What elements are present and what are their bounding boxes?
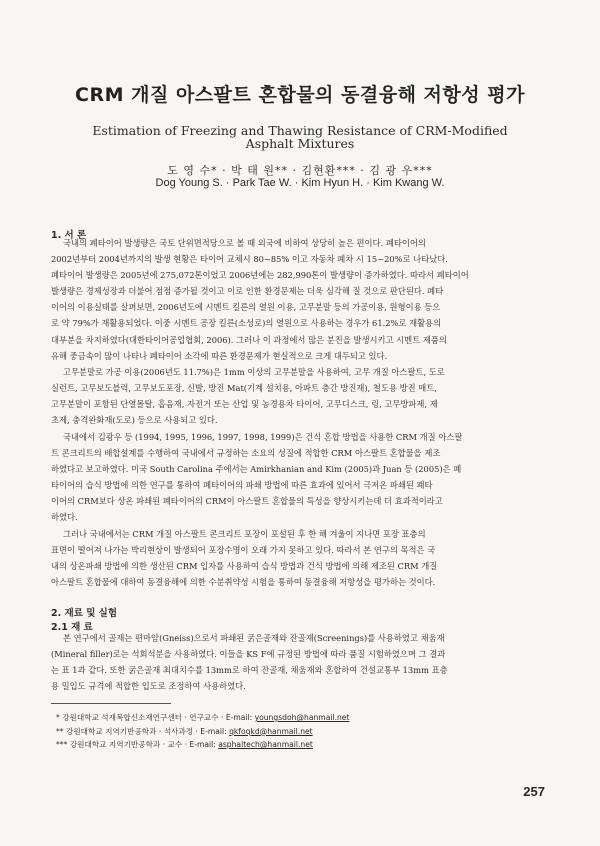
footnote-email-link[interactable]: asphaltech@hanmail.net — [218, 740, 313, 749]
text-line: 는 표 1과 같다. 또한 굵은골재 최대치수를 13mm로 하여 잔골재, 채움재와 혼합하여 건설교통부 13mm 표층 — [51, 665, 448, 676]
footnote-item — [56, 725, 516, 739]
text-line: 폐타이어 발생량은 2005년에 275,072톤이었고 2006년에는 282,990톤이 발생량이 증가하였다. 따라서 폐타이어 — [51, 270, 469, 281]
title-en-line: Estimation of Freezing and Thawing Resistance of CRM-Modified — [92, 123, 508, 138]
text-line: 하였다고 보고하였다. 미국 South Carolina 주에서는 Amirkhanian and Kim (2005)과 Juan 등 (2005)은 폐 — [51, 464, 462, 475]
section-heading-introduction: 1. 서 론 — [51, 230, 87, 241]
text-line: 2002년부터 2004년까지의 발생 현황은 타이어 교체시 80~85% 이고 자동차 폐차 시 15~20%로 나타났다. — [51, 254, 448, 265]
text-line: 이어의 CRM보다 상온 파쇄된 폐타이어의 CRM이 아스팔트 혼합물의 특성을 향상시키는데 더 효과적이라고 — [51, 496, 443, 507]
footnote-text: 강원대학교 지역기반공학과 · 교수 · E-mail: — [69, 740, 219, 749]
text-line: 국내에서 김광우 등 (1994, 1995, 1996, 1997, 1998, 1999)은 건식 혼합 방법을 사용한 CRM 개질 아스팔 — [63, 432, 463, 442]
text-line: 본 연구에서 골재는 편마암(Gneiss)으로서 파쇄된 굵은골재와 잔골재(Screenings)를 사용하였고 채움재 — [63, 633, 445, 643]
footnote-item — [56, 738, 516, 752]
text-line: 유해 중금속이 많이 나타나 폐타이어 소각에 따른 환경문제가 현실적으로 크게 대두되고 있다. — [51, 350, 388, 361]
text-line: 그러나 국내에서는 CRM 개질 아스팔트 콘크리트 포장이 포설된 후 한 해 겨울이 지나면 포장 표층의 — [63, 529, 426, 539]
footnote-email-link[interactable]: qkfoqkd@hanmail.net — [229, 726, 313, 736]
text-line: 발생량은 경제성장과 더불어 점점 증가될 것이고 이로 인한 환경문제는 더욱 심각해 질 것으로 판단된다. 폐타 — [51, 286, 444, 297]
text-line: 로 약 79%가 재활용되었다. 이중 시멘트 공장 킬른(소성로)의 열원으로 사용하는 경우가 61.2%로 재활용의 — [51, 318, 442, 329]
authors-korean: 도 영 수* · 박 태 원** · 김현환*** · 김 광 우*** — [167, 164, 433, 177]
text-line: 하였다. — [51, 512, 78, 523]
footnote-mark: * — [56, 713, 60, 722]
text-line: 용 밀입도 규격에 적합한 입도로 조정하여 사용하였다. — [51, 681, 246, 692]
intro-paragraph-4 — [51, 526, 551, 590]
intro-paragraph-3 — [51, 429, 551, 526]
footnote-divider — [51, 703, 171, 704]
subsection-heading-materials: 2.1 재 료 — [51, 622, 93, 633]
text-line: 고무분말이 포함된 단열몰탈, 흡음재, 자전거 또는 산업 및 농경용차 타이어, 고무디스크, 링, 고무방파제, 제 — [51, 399, 438, 410]
text-line: 표면이 떨어져 나가는 박리현상이 발생되어 포장수명이 오래 가지 못하고 있다. 따라서 본 연구의 목적은 국 — [51, 545, 436, 556]
footnote-item — [56, 711, 516, 725]
footnote-mark: ** — [56, 726, 64, 736]
text-line: 초제, 충격완화재(도로) 등으로 사용되고 있다. — [51, 415, 218, 426]
intro-paragraph-2 — [51, 364, 551, 428]
text-line: 아스팔트 혼합물에 대하여 동결융해에 의한 수분취약성 시험을 통하여 동결융해 저항성을 평가하는 것이다. — [51, 577, 436, 588]
text-line: 트 콘크리트의 배합설계를 수행하여 국내에서 규정하는 소요의 성질에 적합한 CRM 아스팔트 혼합물을 제조 — [51, 448, 441, 459]
title-en-line: Asphalt Mixtures — [245, 136, 355, 151]
text-line: 국내의 폐타이어 발생량은 국토 단위면적당으로 볼 때 외국에 비하여 상당히 높은 편이다. 폐타이어의 — [63, 238, 426, 248]
footnote-text: 강원대학교 지역기반공학과 · 석사과정 · E-mail: — [66, 726, 230, 736]
paper-title-korean: CRM 개질 아스팔트 혼합물의 동결융해 저항성 평가 — [75, 84, 525, 106]
intro-paragraph-1 — [51, 235, 551, 364]
text-line: 고무분말로 가공 이용(2006년도 11.7%)은 1mm 이상의 고무분말을 사용하여, 고무 개질 아스팔트, 도로 — [63, 367, 445, 377]
text-line: 실런트, 고무보도블럭, 고무보도포장, 신발, 방진 Mat(기계 설치용, 아파트 층간 방진재), 철도용 방진 매트, — [51, 383, 437, 394]
text-line: 내의 상온파쇄 방법에 의한 생산된 CRM 입자를 사용하여 습식 방법과 건식 방법에 의해 제조된 CRM 개질 — [51, 561, 438, 572]
authors-english: Dog Young S. · Park Tae W. · Kim Hyun H. · Kim Kwang W. — [155, 177, 445, 189]
footnote-text: 강원대학교 석재복합신소재연구센터 · 연구교수 · E-mail: — [62, 713, 255, 722]
footnote-email-link[interactable]: youngsdoh@hanmail.net — [254, 713, 350, 722]
page-number: 257 — [523, 784, 545, 799]
text-line: 타이어의 습식 방법에 의한 연구를 통하여 폐타이어의 파쇄 방법에 따른 효과에 있어서 극저온 파쇄된 폐타 — [51, 480, 433, 491]
materials-paragraph — [51, 630, 551, 694]
text-line: (Mineral filler)로는 석회석분을 사용하였다. 이들을 KS F에 규정된 방법에 따라 품질 시험하였으며 그 결과 — [51, 649, 446, 660]
text-line: 대부분을 차지하였다(대한타이어공업협회, 2006). 그러나 이 과정에서 많은 분진을 발생시키고 시멘트 제품의 — [51, 334, 447, 345]
text-line: 이어의 이용실태를 살펴보면, 2006년도에 시멘트 킬른의 열원 이용, 고무분말 등의 가공이용, 원형이용 등으 — [51, 302, 441, 313]
footnotes — [56, 711, 516, 752]
paper-title-english — [60, 124, 540, 150]
footnote-mark: *** — [56, 740, 68, 749]
section-heading-materials: 2. 재료 및 실험 — [51, 608, 118, 619]
